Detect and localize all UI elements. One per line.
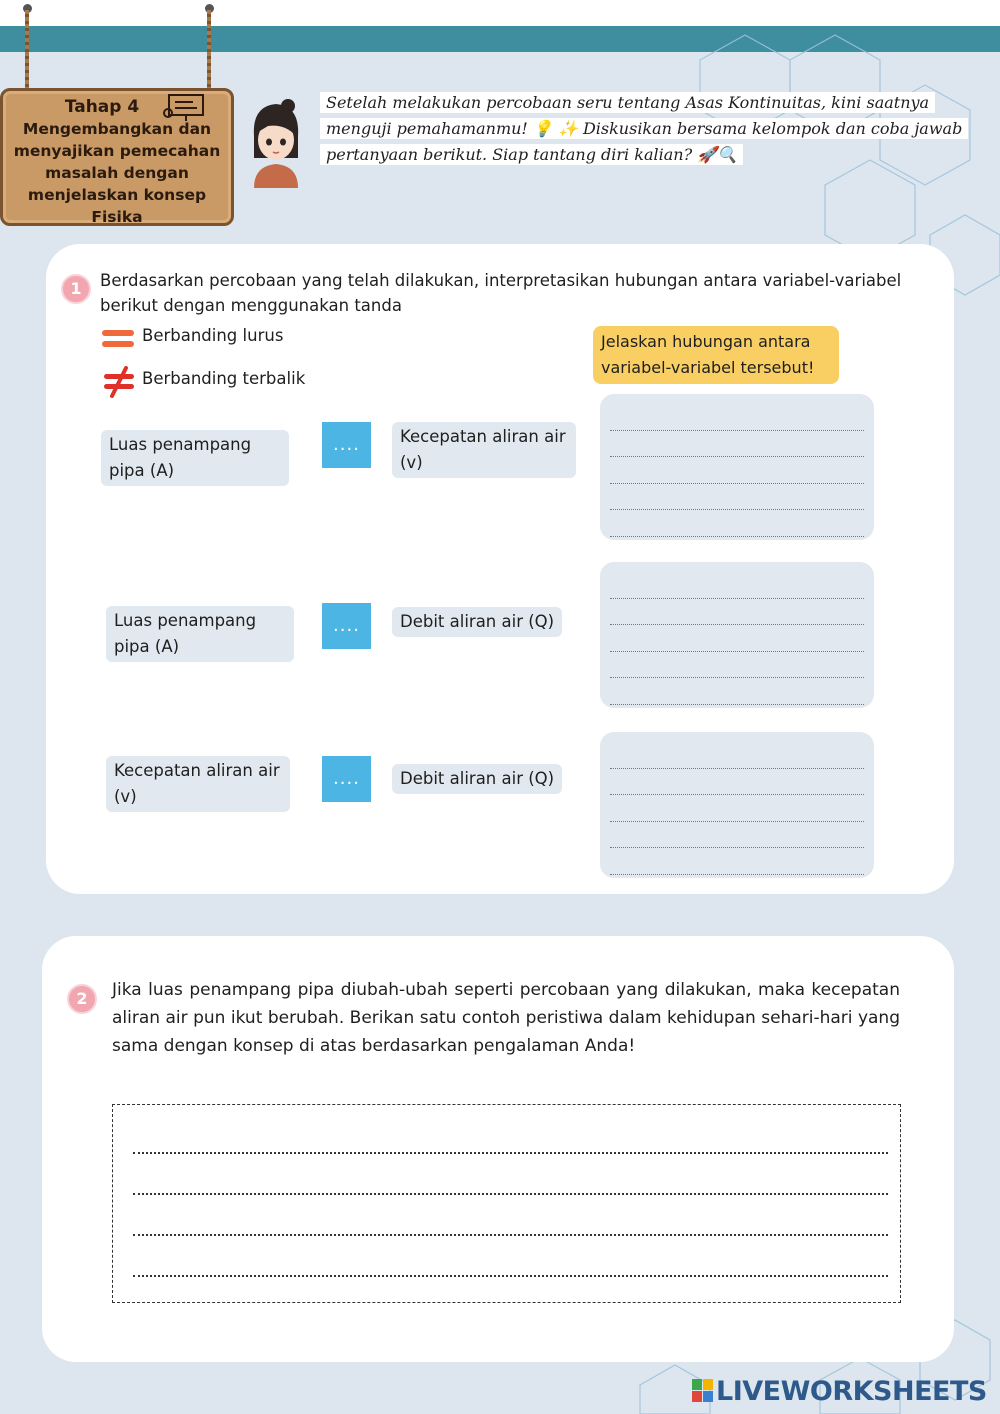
stage-description: Mengembangkan dan menyajikan pemecahan masalah dengan menjelaskan konsep Fisika <box>13 120 221 226</box>
brand-text: LIVEWORKSHEETS <box>716 1376 987 1407</box>
pair-2-right-variable: Debit aliran air (Q) <box>392 607 562 637</box>
pair-3-right-variable: Debit aliran air (Q) <box>392 764 562 794</box>
liveworksheets-brand <box>692 1376 992 1406</box>
not-equal-sign-icon <box>102 366 136 398</box>
pair-3-answer-box[interactable] <box>600 732 874 878</box>
student-avatar-icon <box>244 96 308 188</box>
pair-1-relation-blank[interactable]: .... <box>322 422 371 468</box>
question-2-text: Jika luas penampang pipa diubah-ubah seperti percobaan yang dilakukan, maka kecepatan aliran air pun ikut berubah. Berikan satu contoh peristiwa dalam kehidupan sehari-hari yang sama dengan konsep di atas berdasarkan pengalaman Anda! <box>112 980 900 1056</box>
pair-3-relation-blank[interactable]: .... <box>322 756 371 802</box>
pair-1-left-variable: Luas penampang pipa (A) <box>101 430 289 486</box>
question-1-text: Berdasarkan percobaan yang telah dilakukan, interpretasikan hubungan antara variabel-variabel berikut dengan menggunakan tanda <box>100 271 902 315</box>
question-1-number: 1 <box>61 274 91 304</box>
liveworksheets-logo-icon <box>692 1379 714 1403</box>
explain-callout: Jelaskan hubungan antara variabel-variabel tersebut! <box>593 326 839 384</box>
intro-text: Setelah melakukan percobaan seru tentang Asas Kontinuitas, kini saatnya menguji pemahamanmu! 💡 ✨ Diskusikan bersama kelompok dan coba jawab pertanyaan berikut. Siap tantang diri kalian? 🚀🔍 <box>320 90 966 168</box>
question-2-number: 2 <box>67 984 97 1014</box>
pair-2-answer-box[interactable] <box>600 562 874 708</box>
pair-2-relation-blank[interactable]: .... <box>322 603 371 649</box>
equal-sign-icon <box>102 330 134 348</box>
stage-sign <box>0 88 234 226</box>
pair-1-right-variable: Kecepatan aliran air (v) <box>392 422 576 478</box>
header-bar <box>0 26 1000 52</box>
presentation-icon <box>163 93 207 123</box>
top-margin <box>0 0 1000 26</box>
question-2-answer-box[interactable] <box>112 1104 901 1303</box>
pair-3-left-variable: Kecepatan aliran air (v) <box>106 756 290 812</box>
stage-title: Tahap 4 <box>64 97 140 117</box>
legend-inverse: Berbanding terbalik <box>142 369 306 388</box>
legend-direct: Berbanding lurus <box>142 326 284 345</box>
pair-2-left-variable: Luas penampang pipa (A) <box>106 606 294 662</box>
pair-1-answer-box[interactable] <box>600 394 874 540</box>
